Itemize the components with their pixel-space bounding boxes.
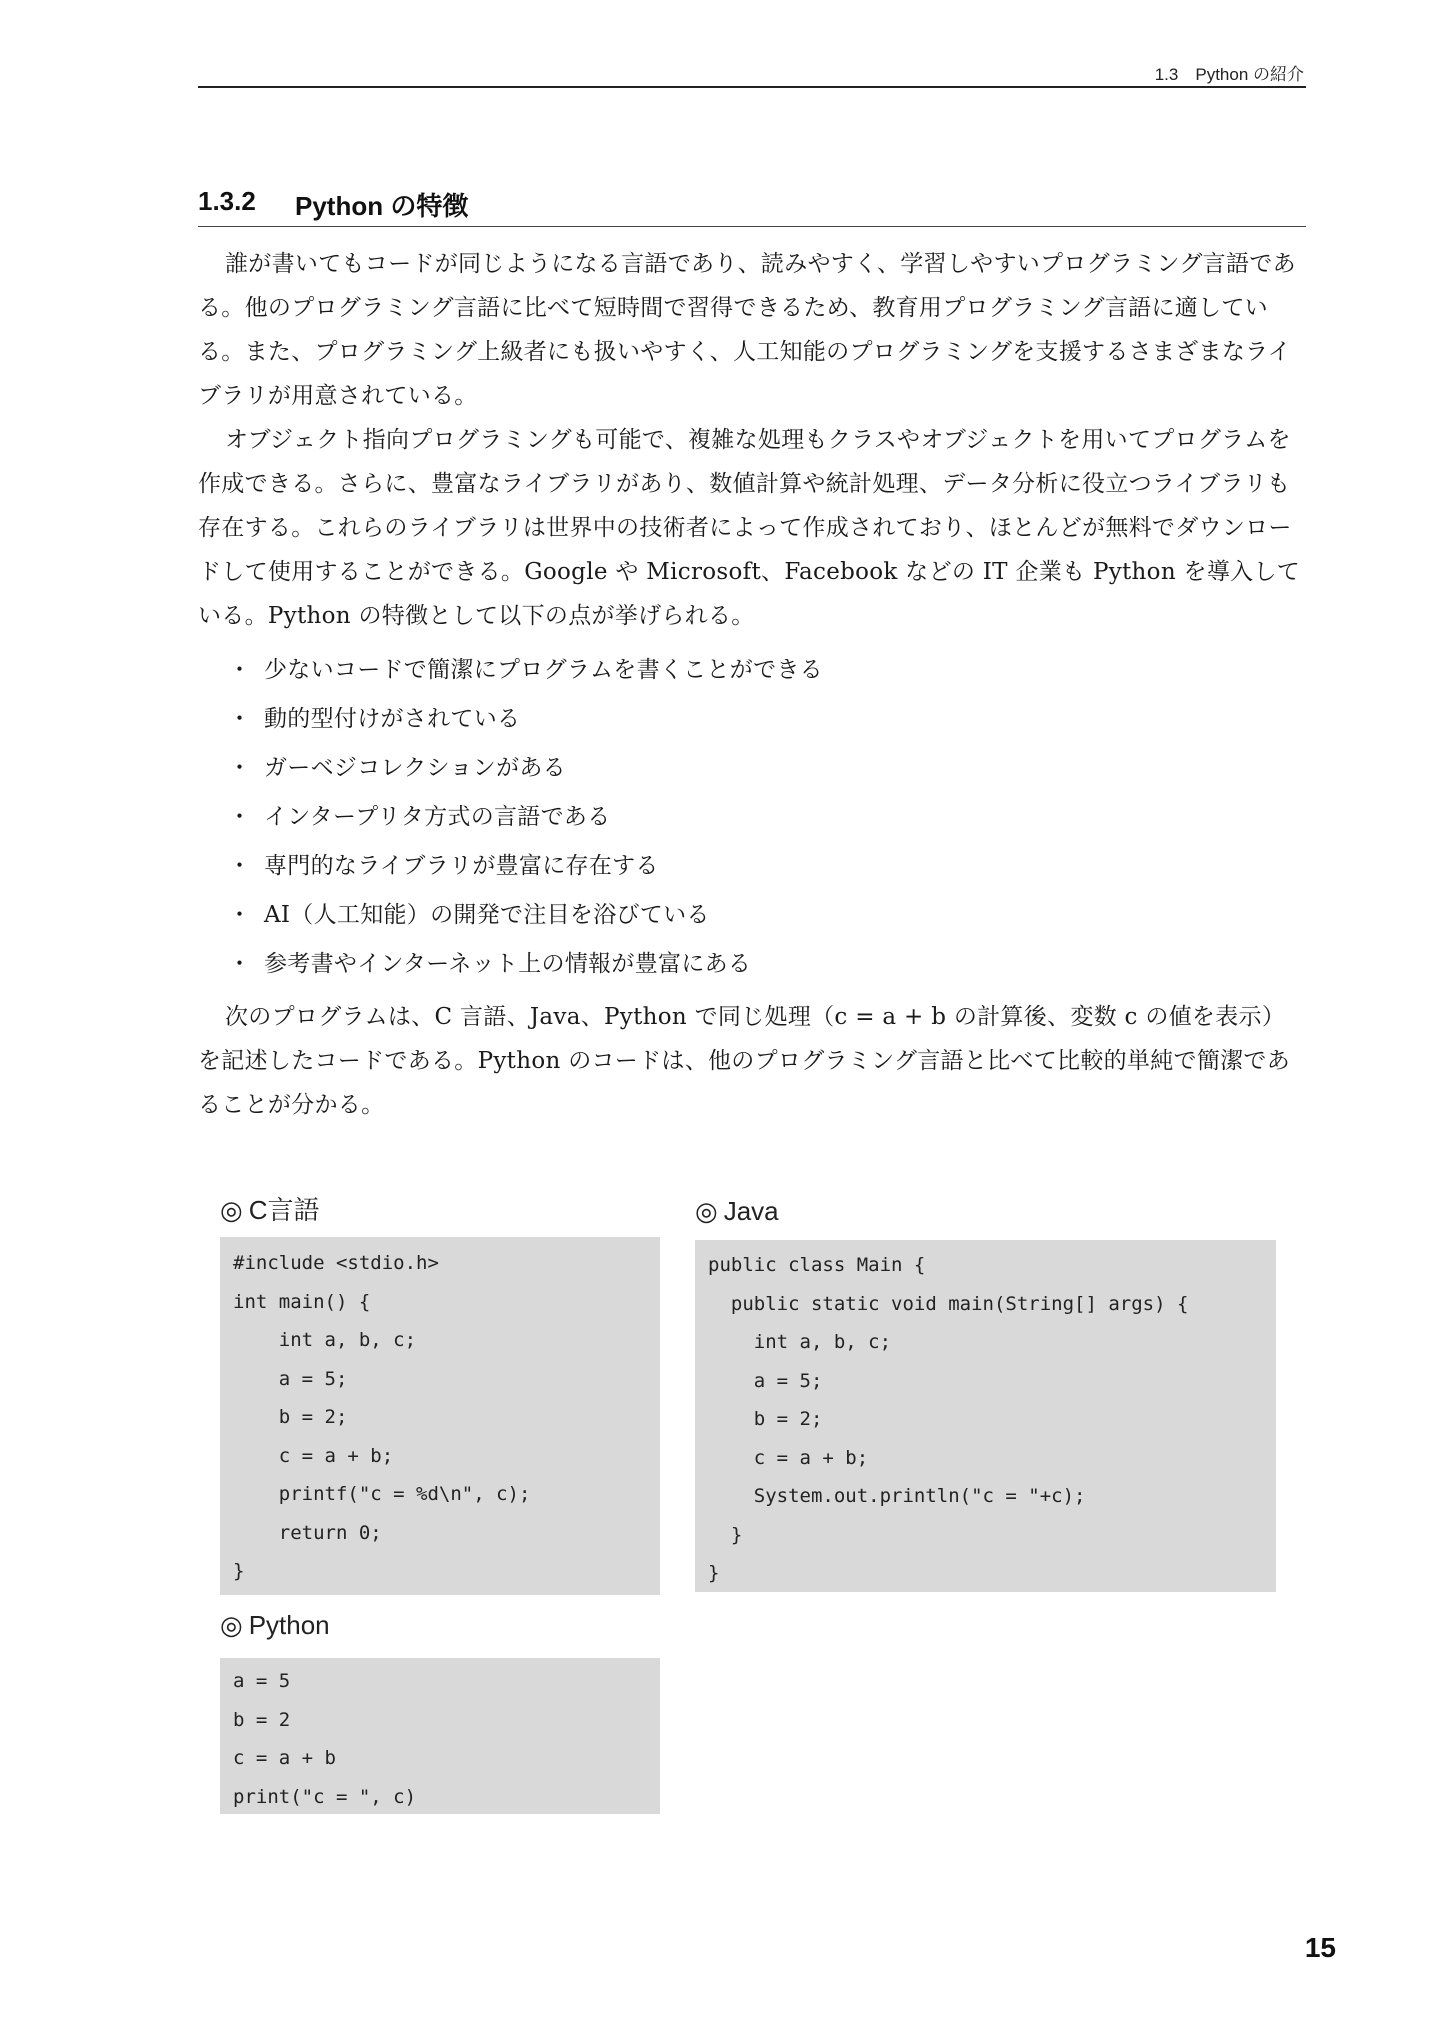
section-number: 1.3.2 <box>198 186 256 216</box>
list-item <box>198 842 1308 891</box>
code-line: c = a + b; <box>708 1446 869 1469</box>
list-item-text: ガーベジコレクションがある <box>264 755 566 781</box>
list-item <box>198 695 1308 744</box>
body-text <box>198 242 1308 1127</box>
c-code-label-text: C言語 <box>248 1195 320 1225</box>
java-code-label <box>695 1196 779 1227</box>
code-line: int a, b, c; <box>233 1329 417 1351</box>
python-code-label <box>220 1610 330 1641</box>
code-line: c = a + b <box>233 1747 336 1769</box>
code-line: System.out.println("c = "+c); <box>708 1485 1086 1507</box>
list-item <box>198 940 1308 989</box>
list-item-text: 専門的なライブラリが豊富に存在する <box>264 853 659 879</box>
list-item <box>198 744 1308 793</box>
code-line: return 0; <box>233 1521 382 1544</box>
paragraph-comparison: 次のプログラムは、C 言語、Java、Python で同じ処理（c = a + b の計算後、変数 c の値を表示）を記述したコードである。Python のコードは、他のプログラミング言語と比べて比較的単純で簡潔であることが分かる。 <box>198 1004 1291 1118</box>
code-line: b = 2; <box>708 1408 823 1430</box>
bullet-marker: ・ <box>228 804 252 830</box>
code-line: a = 5; <box>233 1367 348 1390</box>
list-item <box>198 646 1308 695</box>
code-line: a = 5; <box>708 1369 823 1392</box>
section-heading <box>198 182 1306 227</box>
bullet-marker: ・ <box>228 902 252 928</box>
code-line: print("c = ", c) <box>233 1785 417 1808</box>
paragraph-features: オブジェクト指向プログラミングも可能で、複雑な処理もクラスやオブジェクトを用いてプログラムを作成できる。さらに、豊富なライブラリがあり、数値計算や統計処理、データ分析に役立つライブラリも存在する。これらのライブラリは世界中の技術者によって作成されており、ほとんどが無料でダウンロードして使用することができる。Google や Microsoft、Facebook などの IT 企業も Python を導入している。Python の特徴として以下の点が挙げられる。 <box>198 427 1301 629</box>
page-number: 15 <box>1304 1932 1336 1963</box>
double-circle-icon: ◎ <box>220 1195 243 1225</box>
bullet-marker: ・ <box>228 755 252 781</box>
code-line: c = a + b; <box>233 1444 394 1467</box>
code-line: #include <stdio.h> <box>233 1252 439 1274</box>
list-item <box>198 793 1308 842</box>
code-line: int a, b, c; <box>708 1331 892 1353</box>
c-code-label <box>220 1190 319 1227</box>
list-item-text: AI（人工知能）の開発で注目を浴びている <box>264 902 710 928</box>
feature-list <box>198 646 1308 989</box>
section-title: Python の特徴 <box>295 191 469 221</box>
paragraph-intro: 誰が書いてもコードが同じようになる言語であり、読みやすく、学習しやすいプログラミング言語である。他のプログラミング言語に比べて短時間で習得できるため、教育用プログラミング言語に適している。また、プログラミング上級者にも扱いやすく、人工知能のプログラミングを支援するさまざまなライブラリが用意されている。 <box>198 251 1296 409</box>
c-code-block <box>220 1237 660 1595</box>
list-item-text: インタープリタ方式の言語である <box>264 804 611 830</box>
code-line: printf("c = %d\n", c); <box>233 1483 531 1505</box>
list-item <box>198 891 1308 940</box>
code-line: public class Main { <box>708 1254 926 1276</box>
list-item-text: 少ないコードで簡潔にプログラムを書くことができる <box>264 657 823 683</box>
list-item-text: 参考書やインターネット上の情報が豊富にある <box>264 951 752 977</box>
code-line: int main() { <box>233 1290 371 1313</box>
bullet-marker: ・ <box>228 853 252 879</box>
bullet-marker: ・ <box>228 657 252 683</box>
code-line: b = 2 <box>233 1708 291 1731</box>
double-circle-icon: ◎ <box>220 1610 243 1640</box>
code-line: a = 5 <box>233 1670 291 1692</box>
code-line: } <box>708 1562 720 1584</box>
running-header <box>198 54 1306 88</box>
python-code-block <box>220 1658 660 1814</box>
running-header-title: 1.3 Python の紹介 <box>1154 65 1304 84</box>
double-circle-icon: ◎ <box>695 1196 718 1226</box>
bullet-marker: ・ <box>228 706 252 732</box>
code-line: } <box>708 1523 743 1546</box>
java-code-block <box>695 1240 1276 1592</box>
bullet-marker: ・ <box>228 951 252 977</box>
code-line: } <box>233 1560 245 1582</box>
java-code-label-text: Java <box>723 1196 779 1226</box>
list-item-text: 動的型付けがされている <box>264 706 521 732</box>
code-line: b = 2; <box>233 1406 348 1428</box>
python-code-label-text: Python <box>248 1610 330 1640</box>
code-line: public static void main(String[] args) { <box>708 1292 1189 1315</box>
